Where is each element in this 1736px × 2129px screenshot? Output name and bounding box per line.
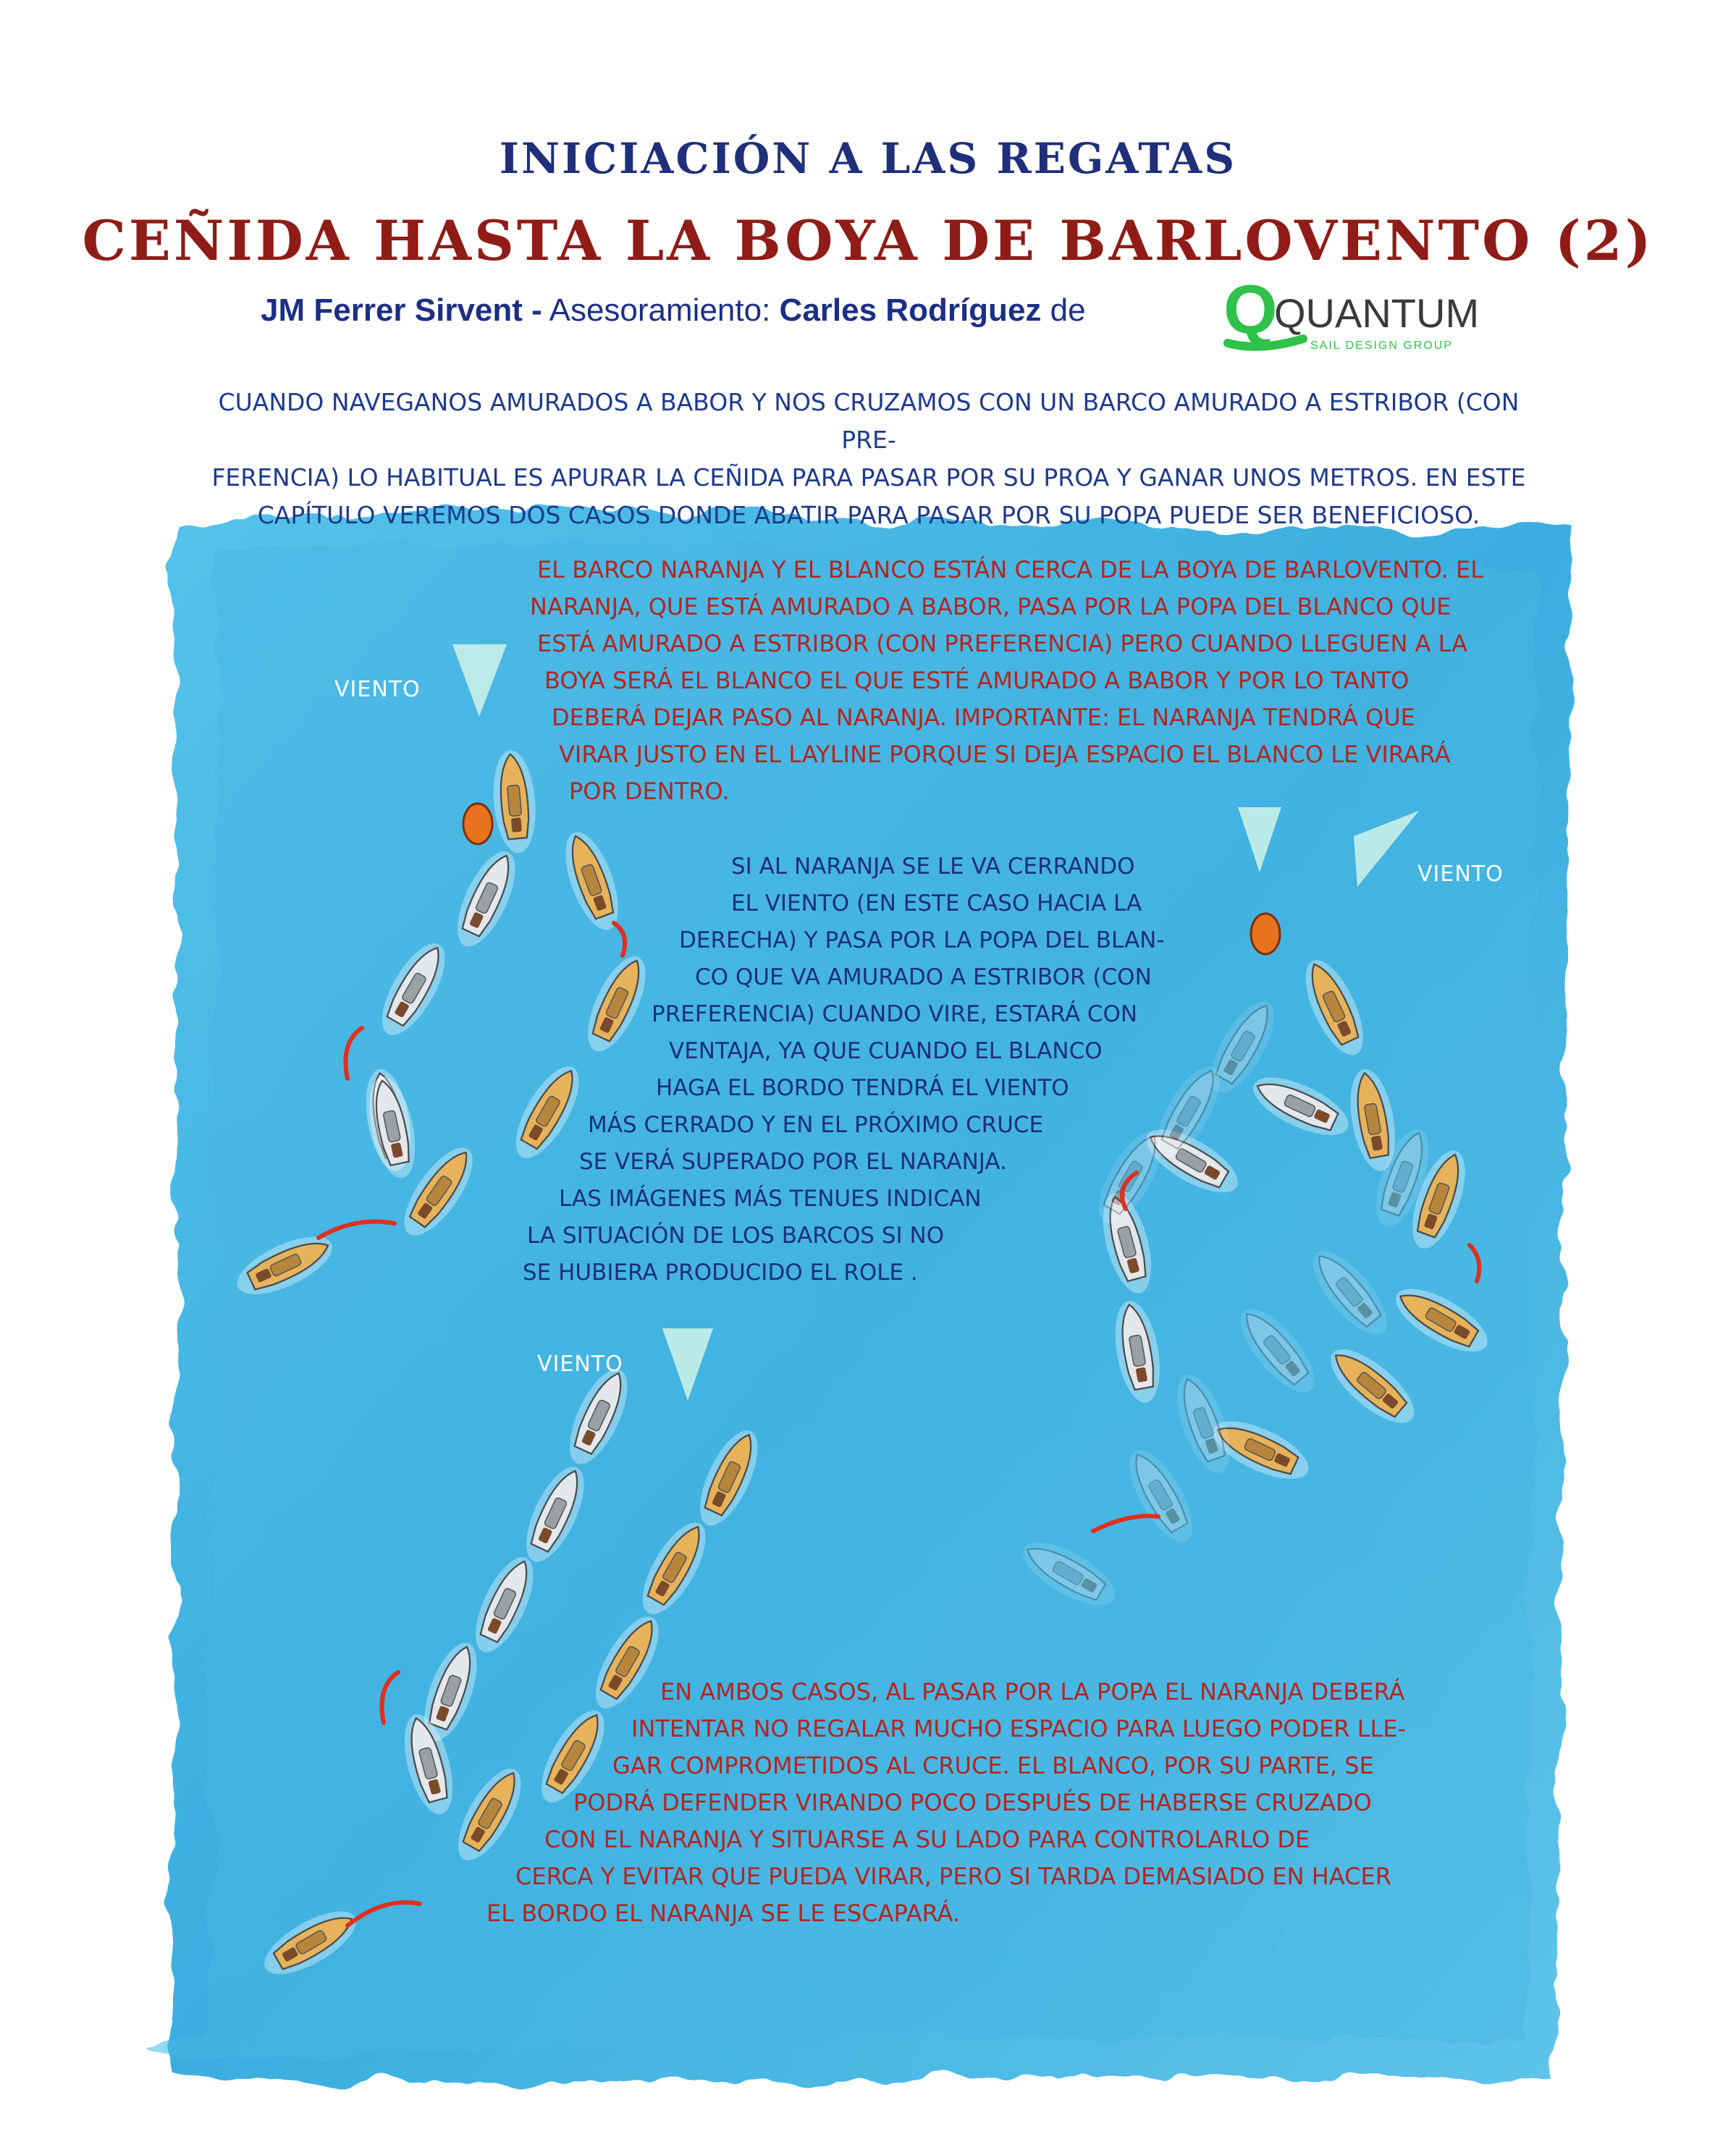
paragraph-middle-line: VENTAJA, YA QUE CUANDO EL BLANCO: [669, 1038, 1103, 1064]
wind-label-bottom: VIENTO: [537, 1352, 623, 1377]
intro-line: FERENCIA) LO HABITUAL ES APURAR LA CEÑIDA PARA PASAR POR SU PROA Y GANAR UNOS METROS. EN ESTE: [211, 463, 1526, 492]
paragraph-middle-line: MÁS CERRADO Y EN EL PRÓXIMO CRUCE: [588, 1112, 1044, 1138]
de-word: de: [1050, 292, 1086, 328]
paragraph-middle-line: EL VIENTO (EN ESTE CASO HACIA LA: [731, 890, 1142, 916]
intro-line: CUANDO NAVEGANOS AMURADOS A BABOR Y NOS CRUZAMOS CON UN BARCO AMURADO A ESTRIBOR (CON PRE-: [218, 388, 1520, 454]
advisor-name: Carles Rodríguez: [779, 292, 1042, 328]
paragraph-bottom-line: PODRÁ DEFENDER VIRANDO POCO DESPUÉS DE HABERSE CRUZADO: [573, 1789, 1372, 1816]
paragraph-middle-line: PREFERENCIA) CUANDO VIRE, ESTARÁ CON: [652, 1001, 1138, 1027]
paragraph-top-line: POR DENTRO.: [569, 777, 730, 805]
intro-text: [195, 384, 1542, 534]
author-name: JM Ferrer Sirvent -: [261, 292, 542, 328]
paragraph-bottom-line: GAR COMPROMETIDOS AL CRUCE. EL BLANCO, POR SU PARTE, SE: [612, 1752, 1374, 1779]
paragraph-middle-line: DERECHA) Y PASA POR LA POPA DEL BLAN-: [679, 927, 1165, 953]
kicker-title: INICIACIÓN A LAS REGATAS: [499, 134, 1237, 183]
advisory-label: Asesoramiento:: [549, 292, 771, 328]
quantum-logo: [1223, 277, 1484, 363]
paragraph-top-line: BOYA SERÁ EL BLANCO EL QUE ESTÉ AMURADO A BABOR Y POR LO TANTO: [544, 667, 1410, 694]
wind-label-right: VIENTO: [1417, 861, 1504, 887]
paragraph-middle-line: CO QUE VA AMURADO A ESTRIBOR (CON: [695, 964, 1152, 990]
windward-buoy: [463, 804, 492, 844]
paragraph-middle-line: SE VERÁ SUPERADO POR EL NARANJA.: [579, 1149, 1007, 1175]
paragraph-top-line: NARANJA, QUE ESTÁ AMURADO A BABOR, PASA POR LA POPA DEL BLANCO QUE: [530, 593, 1451, 620]
paragraph-bottom-line: CON EL NARANJA Y SITUARSE A SU LADO PARA CONTROLARLO DE: [544, 1826, 1310, 1853]
paragraph-middle-line: SE HUBIERA PRODUCIDO EL ROLE .: [523, 1260, 918, 1286]
paragraph-middle-line: LA SITUACIÓN DE LOS BARCOS SI NO: [527, 1223, 945, 1249]
logo-tagline: SAIL DESIGN GROUP: [1310, 340, 1453, 352]
svg-text:Q: Q: [1223, 277, 1278, 348]
page-title: CEÑIDA HASTA LA BOYA DE BARLOVENTO (2): [82, 208, 1654, 273]
paragraph-middle-line: HAGA EL BORDO TENDRÁ EL VIENTO: [656, 1075, 1069, 1101]
paragraph-bottom-line: EL BORDO EL NARANJA SE LE ESCAPARÁ.: [486, 1900, 961, 1927]
wind-label-top-left: VIENTO: [334, 677, 421, 702]
paragraph-top-line: EL BARCO NARANJA Y EL BLANCO ESTÁN CERCA DE LA BOYA DE BARLOVENTO. EL: [537, 556, 1484, 583]
paragraph-bottom-line: INTENTAR NO REGALAR MUCHO ESPACIO PARA LUEGO PODER LLE-: [631, 1715, 1407, 1742]
paragraph-top-line: DEBERÁ DEJAR PASO AL NARANJA. IMPORTANTE: EL NARANJA TENDRÁ QUE: [552, 704, 1415, 731]
logo-wordmark: QUANTUM: [1274, 290, 1480, 336]
byline: [261, 292, 1086, 329]
paragraph-middle-line: SI AL NARANJA SE LE VA CERRANDO: [731, 853, 1135, 880]
paragraph-bottom-line: EN AMBOS CASOS, AL PASAR POR LA POPA EL NARANJA DEBERÁ: [660, 1678, 1405, 1706]
paragraph-top-line: VIRAR JUSTO EN EL LAYLINE PORQUE SI DEJA ESPACIO EL BLANCO LE VIRARÁ: [559, 741, 1451, 768]
paragraph-bottom-line: CERCA Y EVITAR QUE PUEDA VIRAR, PERO SI TARDA DEMASIADO EN HACER: [515, 1863, 1391, 1890]
windward-buoy: [1251, 914, 1280, 954]
intro-line: CAPÍTULO VEREMOS DOS CASOS DONDE ABATIR PARA PASAR POR SU POPA PUEDE SER BENEFICIOSO.: [257, 501, 1480, 529]
paragraph-middle-line: LAS IMÁGENES MÁS TENUES INDICAN: [559, 1186, 982, 1212]
paragraph-top-line: ESTÁ AMURADO A ESTRIBOR (CON PREFERENCIA) PERO CUANDO LLEGUEN A LA: [537, 630, 1468, 657]
